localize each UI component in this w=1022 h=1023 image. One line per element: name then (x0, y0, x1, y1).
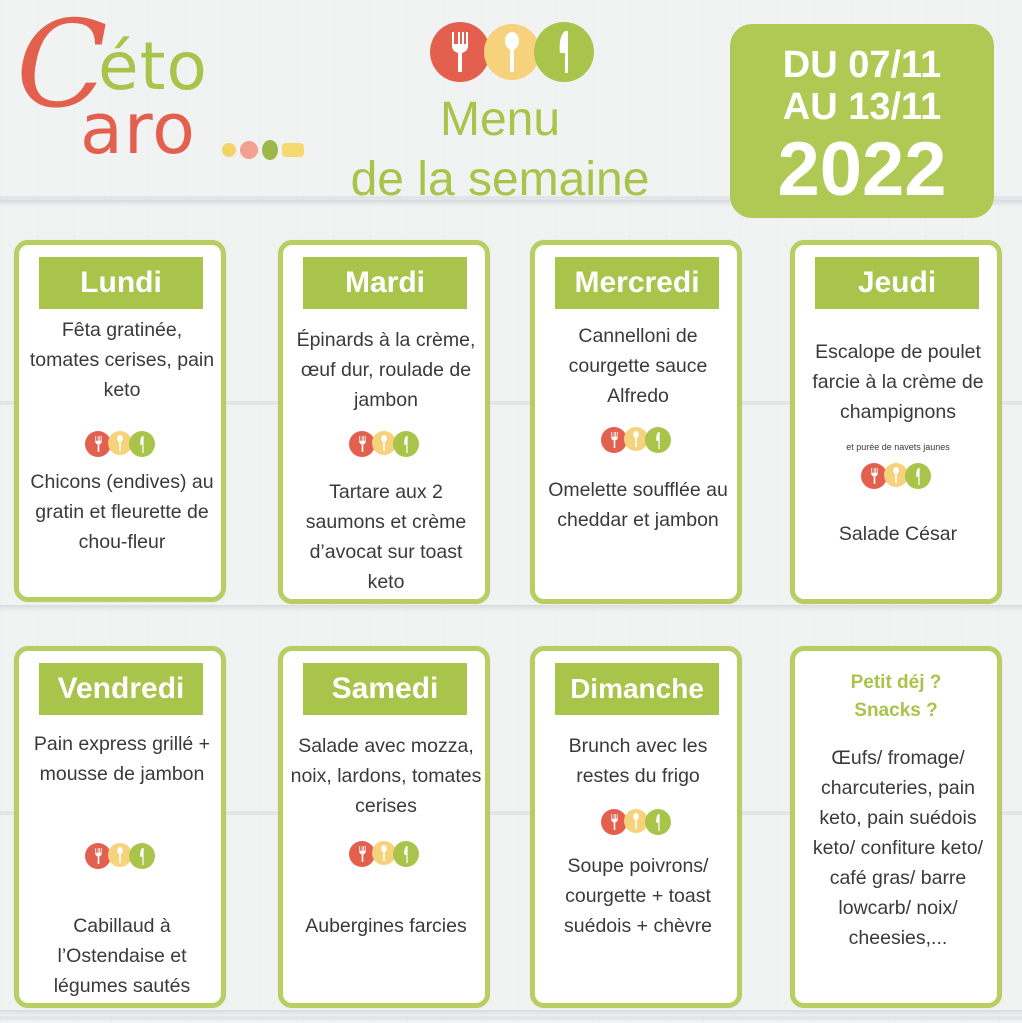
logo (10, 0, 350, 192)
meal-divider-icons (535, 809, 737, 835)
plank-line (0, 605, 1022, 611)
day-card-mercredi (530, 240, 742, 604)
day-card-samedi (278, 646, 490, 1008)
butter-icon (282, 143, 304, 157)
logo-c-letter: C (16, 0, 108, 135)
day-label: Jeudi (815, 257, 979, 309)
meal-divider-icons (535, 427, 737, 453)
meal-divider-icons (283, 841, 485, 867)
snacks-card (790, 646, 1002, 1008)
day-label: Vendredi (39, 663, 203, 715)
menu-title-line2: de la semaine (350, 153, 650, 206)
logo-eto: éto (98, 28, 208, 105)
logo-food-icons (222, 140, 304, 160)
dinner-text: Chicons (endives) au gratin et fleurette de chou-fleur (30, 471, 214, 553)
day-card-vendredi (14, 646, 226, 1008)
knife-icon (905, 463, 931, 489)
plank-line (0, 1010, 1022, 1016)
meal-divider-icons (283, 431, 485, 457)
knife-icon (129, 843, 155, 869)
knife-icon (393, 431, 419, 457)
dinner-text: Salade César (838, 523, 958, 545)
date-box (730, 24, 994, 218)
day-label: Lundi (39, 257, 203, 309)
meal-divider-icons (19, 843, 221, 869)
cheese-icon (222, 143, 236, 157)
knife-icon (645, 427, 671, 453)
dinner-text: Soupe poivrons/ courgette + toast suédois + chèvre (564, 855, 712, 937)
dinner-text: Cabillaud à l’Ostendaise et légumes sautés (53, 915, 191, 997)
dinner-text: Aubergines farcies (305, 915, 467, 937)
knife-icon (129, 431, 155, 457)
lunch-text: Pain express grillé + mousse de jambon (33, 733, 211, 785)
day-card-lundi (14, 240, 226, 602)
day-label: Dimanche (555, 663, 719, 715)
spoon-icon (484, 24, 540, 80)
knife-icon (393, 841, 419, 867)
day-label: Mardi (303, 257, 467, 309)
knife-icon (534, 22, 594, 82)
lunch-text: Salade avec mozza, noix, lardons, tomates cerises (290, 735, 482, 817)
date-year: 2022 (777, 127, 947, 212)
dinner-text: Tartare aux 2 saumons et crème d’avocat sur toast keto (305, 481, 467, 593)
avocado-icon (262, 140, 278, 160)
logo-caro: aro (80, 88, 196, 170)
day-label: Samedi (303, 663, 467, 715)
lunch-text: Fêta gratinée, tomates cerises, pain keto (29, 319, 215, 401)
snacks-title (805, 669, 987, 725)
menu-title (345, 90, 655, 210)
salmon-icon (240, 141, 258, 159)
day-card-mardi (278, 240, 490, 604)
lunch-text: Cannelloni de courgette sauce Alfredo (568, 325, 708, 407)
snacks-title-line1: Petit déj ? (850, 672, 942, 693)
lunch-text: Épinards à la crème, œuf dur, roulade de jambon (296, 329, 476, 411)
lunch-note: et purée de navets jaunes (846, 442, 950, 452)
dinner-text: Omelette soufflée au cheddar et jambon (548, 479, 728, 531)
knife-icon (645, 809, 671, 835)
day-card-jeudi (790, 240, 1002, 604)
lunch-text: Brunch avec les restes du frigo (568, 735, 708, 787)
day-card-dimanche (530, 646, 742, 1008)
meal-divider-icons (19, 431, 221, 457)
date-range-end: AU 13/11 (782, 86, 942, 128)
day-label: Mercredi (555, 257, 719, 309)
snacks-title-line2: Snacks ? (854, 700, 938, 721)
lunch-text: Escalope de poulet farcie à la crème de champignons (812, 341, 984, 423)
header-plate-icons (430, 22, 594, 82)
menu-title-line1: Menu (439, 93, 561, 146)
fork-icon (430, 22, 490, 82)
snacks-text: Œufs/ fromage/ charcuteries, pain keto, pain suédois keto/ confiture keto/ café gras/ barre lowcarb/ noix/ cheesies,... (812, 747, 984, 949)
meal-divider-icons (795, 463, 997, 489)
date-range-start: DU 07/11 (782, 44, 942, 86)
